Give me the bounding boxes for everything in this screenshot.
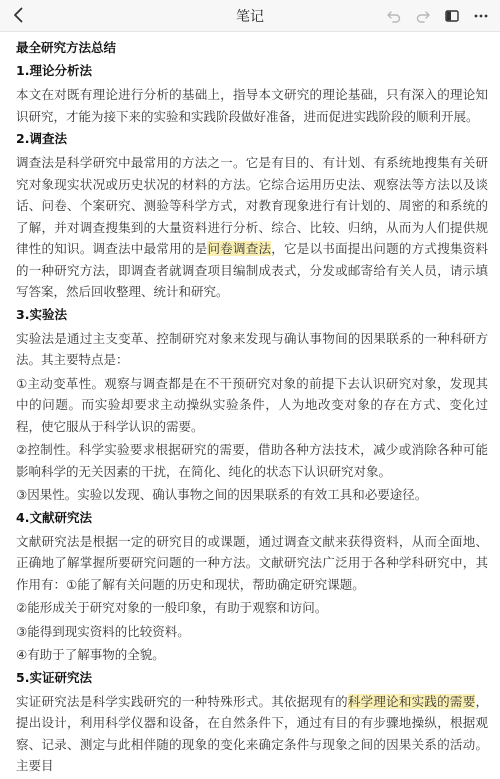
list-item: ①主动变革性。观察与调查都是在不干预研究对象的前提下去认识研究对象，发现其中的问题。而实验却要求主动操纵实验条件，人为地改变对象的存在方式、变化过程，使它服从于科学认识的需要。 (16, 375, 488, 434)
list-item: ④有助于了解事物的全貌。 (16, 647, 165, 662)
note-toolbar (0, 0, 500, 32)
paragraph-text: ，提出设计，利用科学仪器和设备，在自然条件下，通过有目的有步骤地操纵，根据观察、记录、测定与此相伴随的现象的变化来确定条件与现象之间的因果关系的活动。主要目 (16, 693, 488, 773)
list-item: ③能得到现实资料的比较资料。 (16, 623, 190, 639)
section-paragraph (16, 691, 488, 777)
list-item: ③因果性。实验以发现、确认事物之间的因果联系的有效工具和必要途径。 (16, 487, 428, 502)
section-paragraph: 文献研究法是根据一定的研究目的或课题，通过调查文献来获得资料，从而全面地、正确地了解掌握所要研究问题的一种方法。文献研究法广泛用于各种学科研究中，其作用有：①能了解有关问题的历史和现状，帮助确定研究课题。 (16, 533, 488, 592)
section-heading-theory: 1.理论分析法 (16, 63, 92, 78)
undo-icon[interactable] (383, 5, 405, 27)
sidebar-toggle-icon[interactable] (441, 5, 463, 27)
page-title: 笔记 (236, 9, 264, 25)
section-heading-survey: 2.调查法 (16, 131, 67, 146)
highlighted-text: 问卷调查法 (207, 241, 272, 256)
list-item: ②能形成关于研究对象的一般印象，有助于观察和访问。 (16, 600, 328, 615)
highlighted-text: 科学理论和实践的需要 (347, 693, 476, 709)
paragraph-text: ，它是以书面提出问题的方式搜集资料的一种研究方法，即调查者就调查项目编制成表式，分发或邮寄给有关人员，请示填写答案，然后回收整理、统计和研究。 (16, 241, 488, 299)
section-heading-experiment: 3.实验法 (16, 306, 67, 322)
section-paragraph: 实验法是通过主支变革、控制研究对象来发现与确认事物间的因果联系的一种科研方法。其主要特点是： (16, 330, 488, 367)
paragraph-text: 调查法是科学研究中最常用的方法之一。它是有目的、有计划、有系统地搜集有关研究对象现实状况或历史状况的材料的方法。它综合运用历史法、观察法等方法以及谈话、问卷、个案研究、测验等科学方式，对教育现象进行有计划的、周密的和系统的了解，并对调查搜集到的大量资料进行分析、综合、比较、归纳，从而为人们提供规律性的知识。调查法中最常用的是 (16, 155, 488, 256)
section-heading-empirical: 5.实证研究法 (16, 669, 92, 685)
note-title: 最全研究方法总结 (16, 40, 117, 55)
section-paragraph (16, 152, 488, 303)
more-icon[interactable] (470, 5, 492, 27)
note-body[interactable] (16, 38, 488, 779)
paragraph-text: 实证研究法是科学实践研究的一种特殊形式。其依据现有的 (16, 693, 348, 709)
redo-icon[interactable] (412, 5, 434, 27)
section-heading-literature: 4.文献研究法 (16, 509, 92, 525)
section-paragraph: 本文在对既有理论进行分析的基础上，指导本文研究的理论基础，只有深入的理论知识研究，才能为接下来的实验和实践阶段做好准备，进而促进实践阶段的顺利开展。 (16, 87, 488, 124)
list-item: ②控制性。科学实验要求根据研究的需要，借助各种方法技术，减少或消除各种可能影响科学的无关因素的干扰，在简化、纯化的状态下认识研究对象。 (16, 442, 488, 479)
toolbar-actions (376, 5, 492, 27)
